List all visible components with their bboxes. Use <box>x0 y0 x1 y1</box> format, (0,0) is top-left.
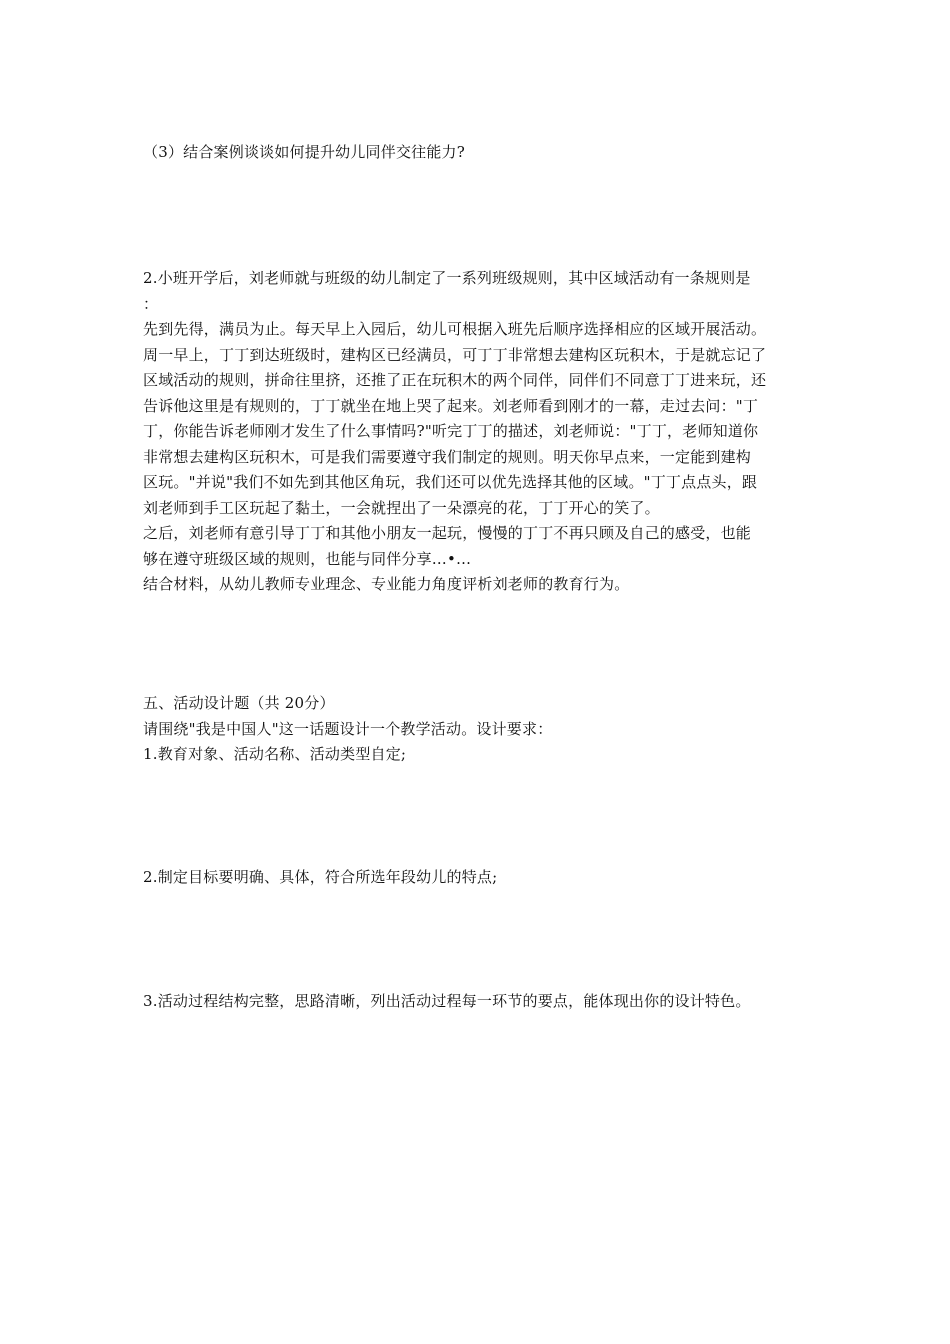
case-2-line: 区玩。"并说"我们不如先到其他区角玩，我们还可以优先选择其他的区域。"丁丁点点头，跟 <box>143 473 758 491</box>
requirement-1: 1.教育对象、活动名称、活动类型自定; <box>143 745 407 763</box>
requirement-2: 2.制定目标要明确、具体，符合所选年段幼儿的特点; <box>143 868 498 886</box>
case-2-line: 2.小班开学后，刘老师就与班级的幼儿制定了一系列班级规则，其中区域活动有一条规则是 <box>143 269 751 287</box>
case-2-line: 告诉他这里是有规则的，丁丁就坐在地上哭了起来。刘老师看到刚才的一幕，走过去问："丁 <box>143 396 759 415</box>
case-2-line: 够在遵守班级区域的规则，也能与同伴分享…•… <box>143 549 472 568</box>
case-2-line: 刘老师到手工区玩起了黏土，一会就捏出了一朵漂亮的花，丁丁开心的笑了。 <box>143 498 660 517</box>
question-3-text: （3）结合案例谈谈如何提升幼儿同伴交往能力? <box>143 143 465 161</box>
case-2-line: 丁，你能告诉老师刚才发生了什么事情吗?"听完丁丁的描述，刘老师说："丁丁，老师知道你 <box>143 422 759 440</box>
question-3 <box>143 140 811 166</box>
requirement-3-block <box>143 989 811 1015</box>
case-study-2 <box>143 266 811 598</box>
requirement-2-block <box>143 865 811 891</box>
case-2-line: 区域活动的规则，拼命往里挤，还推了正在玩积木的两个同伴，同伴们不同意丁丁进来玩，还 <box>143 371 767 389</box>
section-5 <box>143 691 811 768</box>
case-2-line: 先到先得，满员为止。每天早上入园后，幼儿可根据入班先后顺序选择相应的区域开展活动。 <box>143 320 767 338</box>
case-2-line: 之后，刘老师有意引导丁丁和其他小朋友一起玩，慢慢的丁丁不再只顾及自己的感受，也能 <box>143 524 752 542</box>
requirement-3: 3.活动过程结构完整，思路清晰，列出活动过程每一环节的要点，能体现出你的设计特色。 <box>143 992 751 1010</box>
case-2-line: 结合材料，从幼儿教师专业理念、专业能力角度评析刘老师的教育行为。 <box>143 575 630 593</box>
section-5-prompt: 请围绕"我是中国人"这一话题设计一个教学活动。设计要求： <box>143 719 553 738</box>
section-5-heading: 五、活动设计题（共 20分） <box>143 694 335 712</box>
case-2-line: 周一早上，丁丁到达班级时，建构区已经满员，可丁丁非常想去建构区玩积木，于是就忘记了 <box>143 345 767 364</box>
case-2-line: ： <box>143 294 159 313</box>
case-2-line: 非常想去建构区玩积木，可是我们需要遵守我们制定的规则。明天你早点来，一定能到建构 <box>143 447 752 466</box>
